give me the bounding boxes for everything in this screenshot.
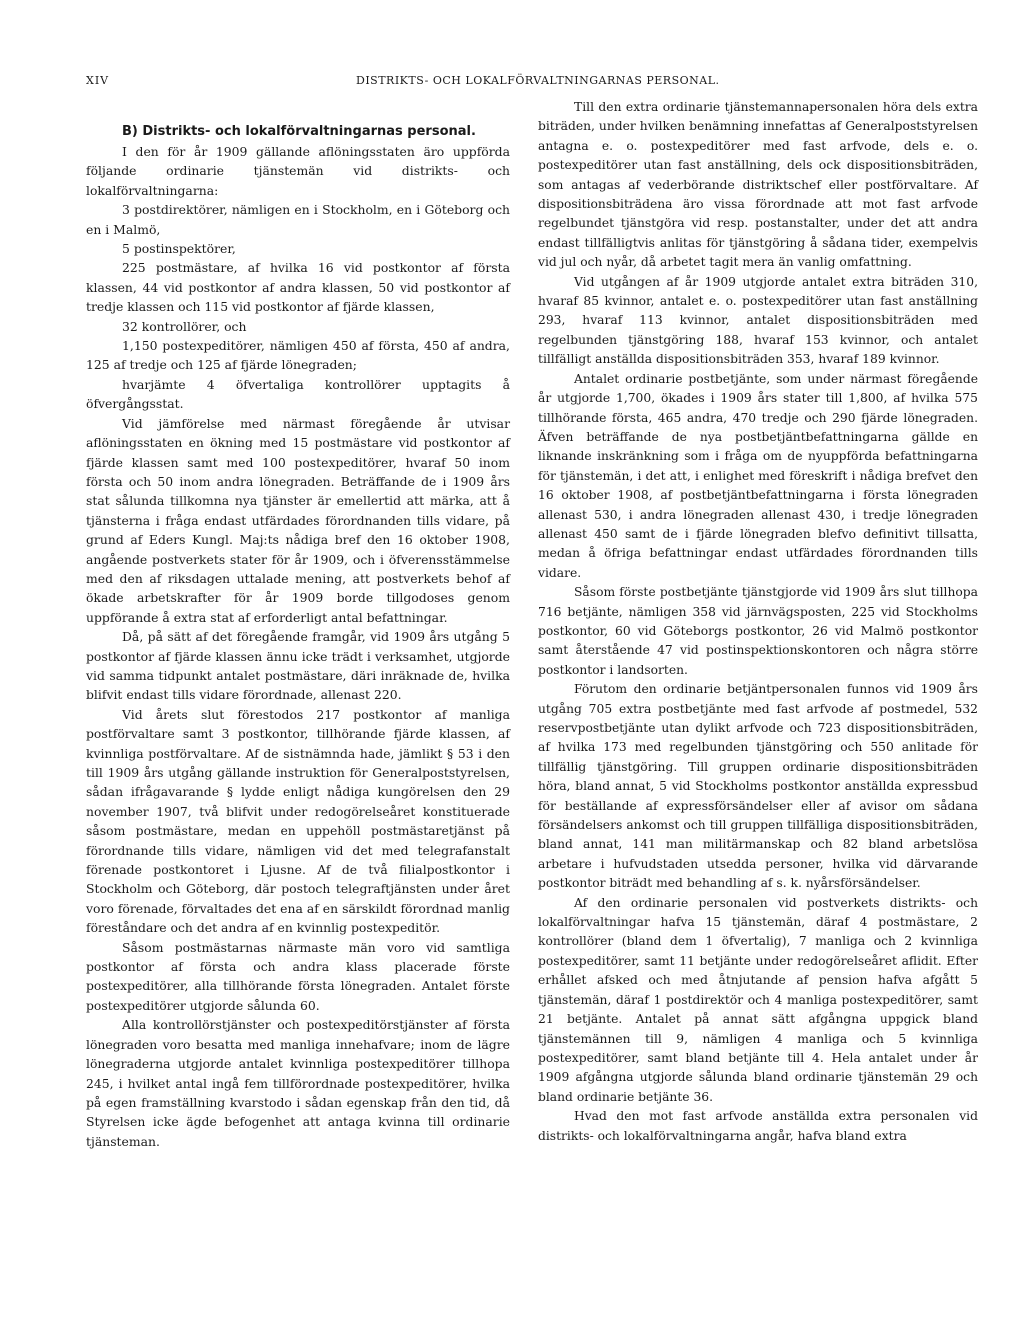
section-heading: B) Distrikts- och lokalförvaltningarnas personal.	[122, 124, 476, 139]
right-column	[538, 98, 978, 1146]
list-item: hvarjämte 4 öfvertaliga kontrollörer upptagits å öfvergångsstat.	[86, 376, 510, 412]
running-title: DISTRIKTS- OCH LOKALFÖRVALTNINGARNAS PERSONAL.	[356, 74, 720, 87]
paragraph: Vid årets slut förestodos 217 postkontor af manliga postförvaltare samt 3 postkontor, tillhörande fjärde klassen, af kvinnliga postförvaltare. Af de sistnämnda hade, jämlikt § 53 i den till 1909 års utgång gällande instruktion för Generalpoststyrelsen, sådan ifrågavarande § lydde enligt nådiga kungörelsen den 29 november 1907, två blifvit under redogörelseåret konstituerade såsom postmästare, medan en uppehöll postmästaretjänst på förordnande tills vidare, nämligen vid det med telegrafanstalt förenade postkontoret i Ljusne. Af de två filialpostkontor i Stockholm och Göteborg, där postoch telegraftjänsten under året voro förenade, förvaltades det ena af en särskildt förordnad manlig föreståndare och det andra af en kvinnlig postexpeditör.	[86, 706, 510, 936]
left-column	[86, 122, 510, 1151]
list-item: 225 postmästare, af hvilka 16 vid postkontor af första klassen, 44 vid postkontor af andra klassen, 50 vid postkontor af tredje klassen och 115 vid postkontor af fjärde klassen,	[86, 260, 510, 315]
list-item: 1,150 postexpeditörer, nämligen 450 af första, 450 af andra, 125 af tredje och 125 af fjärde lönegraden;	[86, 338, 510, 373]
paragraph: Alla kontrollörstjänster och postexpeditörstjänster af första lönegraden voro besatta med manliga innehafvare; inom de lägre lönegraderna utgjorde antalet kvinnliga postexpeditörer tillhopa 245, i hvilket antal ingå fem tillförordnade postexpeditörer, hvilka på egen framställning kvarstodo i sådan egenskap från den tid, då Styrelsen icke ägde befogenhet att antaga kvinna till ordinarie tjänsteman.	[86, 1017, 510, 1149]
list-item: 3 postdirektörer, nämligen en i Stockholm, en i Göteborg och en i Malmö,	[86, 202, 510, 237]
paragraph: Vid jämförelse med närmast föregående år utvisar aflöningsstaten en ökning med 15 postmästare vid postkontor af fjärde klassen samt med 100 postexpeditörer, hvaraf 50 inom första och 50 inom andra lönegraden. Beträffande de i 1909 års stat sålunda tillkomna nya tjänster är emellertid att märka, att å tjänsterna i fråga endast utfärdades förordnanden tills vidare, på grund af Eders Kungl. Maj:ts nådiga bref den 16 oktober 1908, angående postverkets stater för år 1909, och i öfverensstämmelse med den af riksdagen uttalade mening, att postverkets behof af ökade arbetskrafter för år 1909 borde tillgodoses genom uppförande å extra stat af erforderligt antal befattningar.	[86, 415, 510, 625]
list-item: 32 kontrollörer, och	[122, 318, 247, 334]
page-number: XIV	[86, 74, 110, 87]
paragraph: Hvad den mot fast arfvode anställda extra personalen vid distrikts- och lokalförvaltningarna angår, hafva bland extra	[538, 1109, 978, 1143]
paragraph: Såsom postmästarnas närmaste män voro vid samtliga postkontor af första och andra klass placerade förste postexpeditörer, alla tillhörande första lönegraden. Antalet förste postexpeditörer utgjorde sålunda 60.	[86, 939, 510, 1013]
paragraph: Till den extra ordinarie tjänstemannapersonalen höra dels extra biträden, under hvilken benämning innefattas af Generalpoststyrelsen antagna e. o. postexpeditörer med fast arfvode, dels e. o. postexpeditörer utan fast anställning, dels ock dispositionsbiträden, som antagas af vederbörande distriktschef eller postförvaltare. Af dispositionsbiträdena äro vissa förordnade att mot fast arfvode regelbundet tjänstgöra vid resp. postanstalter, under det att andra endast tillfälligtvis anlitas för tjänstgöring å sådana tider, exempelvis vid jul och nyår, då arbetet tagit mera än vanlig omfattning.	[538, 100, 978, 270]
paragraph: I den för år 1909 gällande aflöningsstaten äro uppförda följande ordinarie tjänstemän vid distrikts- och lokalförvaltningarna:	[86, 144, 510, 198]
paragraph: Antalet ordinarie postbetjänte, som under närmast föregående år utgjorde 1,700, ökades i 1909 års stater till 1,800, af hvilka 575 tillhörande första, 465 andra, 470 tredje och 290 fjärde lönegraden. Äfven beträffande de nya postbetjäntbefattningarna gällde en liknande inskränkning som i fråga om de nyuppförda befattningarna för tjänstemän, i det att, i enlighet med föreskrift i nådiga brefvet den 16 oktober 1908, af postbetjäntbefattningarna i första lönegraden allenast 530, i andra lönegraden allenast 430, i tredje lönegraden allenast 450 samt de i fjärde lönegraden blefvo definitivt tillsatta, medan å öfriga befattningar endast utfärdades förordnanden tills vidare.	[538, 371, 978, 580]
paragraph: Då, på sätt af det föregående framgår, vid 1909 års utgång 5 postkontor af fjärde klassen ännu icke trädt i verksamhet, utgjorde vid samma tidpunkt antalet postmästare, däri inräknade de, hvilka blifvit endast tills vidare förordnade, allenast 220.	[86, 629, 510, 703]
paragraph: Vid utgången af år 1909 utgjorde antalet extra biträden 310, hvaraf 85 kvinnor, antalet e. o. postexpeditörer utan fast anställning 293, hvaraf 113 kvinnor, antalet dispositionsbiträden med regelbunden tjänstgöring 188, hvaraf 153 kvinnor, och antalet tillfälligt anställda dispositionsbiträden 353, hvaraf 189 kvinnor.	[538, 274, 978, 367]
paragraph: Förutom den ordinarie betjäntpersonalen funnos vid 1909 års utgång 705 extra postbetjänte med fast arfvode af postmedel, 532 reservpostbetjänte utan dylikt arfvode och 723 dispositionsbiträden, af hvilka 173 med regelbunden tjänstgöring och 550 anlitade för tillfällig tjänstgöring. Till gruppen ordinarie dispositionsbiträden höra, bland annat, 5 vid Stockholms postkontor anställda expressbud för beställande af expressförsändelser eller af avisor om sådana försändelsers ankomst och till gruppen tillfälliga dispositionsbiträden, bland annat, 141 man militärmanskap och 82 bland arbetslösa arbetare i hufvudstaden utsedda personer, hvilka vid därvarande postkontor biträdt med behandling af s. k. nyårsförsändelser.	[538, 682, 978, 891]
paragraph: Såsom förste postbetjänte tjänstgjorde vid 1909 års slut tillhopa 716 betjänte, nämligen 358 vid järnvägsposten, 225 vid Stockholms postkontor, 60 vid Göteborgs postkontor, 26 vid Malmö postkontor samt återstående 47 vid postinspektionskontoren och några större postkontor i landsorten.	[538, 585, 978, 677]
paragraph: Af den ordinarie personalen vid postverkets distrikts- och lokalförvaltningar hafva 15 tjänstemän, däraf 4 postmästare, 2 kontrollörer (bland dem 1 öfvertalig), 7 manliga och 2 kvinnliga postexpeditörer, samt 11 betjänte under redogörelseåret aflidit. Efter erhållet afsked och med åtnjutande af pension hafva afgått 5 tjänstemän, däraf 1 postdirektör och 4 manliga postexpeditörer, samt 21 betjänte. Antalet på annat sätt afgångna uppgick bland tjänstemännen till 9, nämligen 4 manliga och 5 kvinnliga postexpeditörer, samt bland betjänte till 4. Hela antalet under år 1909 afgångna utgjorde sålunda bland ordinarie tjänstemän 29 och bland ordinarie betjänte 36.	[538, 895, 978, 1104]
list-item: 5 postinspektörer,	[122, 241, 236, 257]
